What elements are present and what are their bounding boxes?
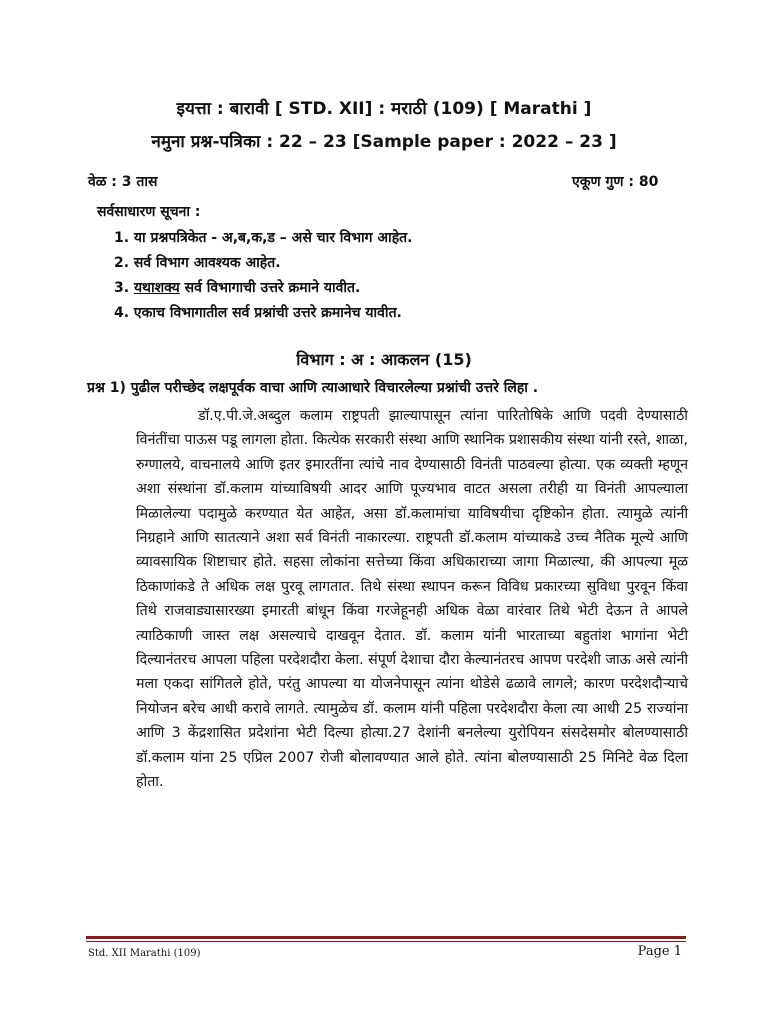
instruction-item-3-underlined: यथाशक्य [133, 280, 180, 296]
page-number: Page 1 [637, 944, 682, 959]
section-heading: विभाग : अ : आकलन (15) [296, 350, 472, 369]
footer-subject: Std. XII Marathi (109) [88, 948, 201, 959]
instruction-item: 1. या प्रश्नपत्रिकेत - अ,ब,क,ड – असे चार विभाग आहेत. [114, 230, 413, 246]
instruction-item-3 [114, 278, 360, 297]
passage [136, 404, 688, 795]
footer-rule [86, 936, 686, 939]
passage-text: डॉ.ए.पी.जे.अब्दुल कलाम राष्ट्रपती झाल्यापासून त्यांना पारितोषिके आणि पदवी देण्यासाठी विनंतींचा पाऊस पडू लागला होता. कित्येक सरकारी संस्था आणि स्थानिक प्रशासकीय संस्था यांनी रस्ते, शाळा, रुग्णालये, वाचनालये आणि इतर इमारतींना त्यांचे नाव देण्यासाठी विनंती पाठवल्या होत्या. एक व्यक्ती म्हणून अशा संस्थांना डॉ.कलाम यांच्याविषयी आदर आणि पूज्यभाव वाटत असला तरीही या विनंती आपल्याला मिळालेल्या पदामुळे करण्यात येत आहेत, असा डॉ.कलामांचा याविषयीचा दृष्टिकोन होता. त्यामुळे त्यांनी निग्रहाने आणि सातत्याने अशा सर्व विनंती नाकारल्या. राष्ट्रपती डॉ.कलाम यांच्याकडे उच्च नैतिक मूल्ये आणि व्यावसायिक शिष्टाचार होते. सहसा लोकांना सत्तेच्या किंवा अधिकाराच्या जागा मिळाल्या, की आपल्या मूळ ठिकाणांकडे ते अधिक लक्ष पुरवू लागतात. तिथे संस्था स्थापन करून विविध प्रकारच्या सुविधा पुरवून किंवा तिथे राजवाड्यासारख्या इमारती बांधून किंवा गरजेहूनही अधिक वेळा वारंवार तिथे भेटी देऊन ते आपले त्याठिकाणी जास्त लक्ष असल्याचे दाखवून देतात. डॉ. कलाम यांनी भारताच्या बहुतांश भागांना भेटी दिल्यानंतरच आपला पहिला परदेशदौरा केला. संपूर्ण देशाचा दौरा केल्यानंतरच आपण परदेशी जाऊ असे त्यांनी मला एकदा सांगितले होते, परंतु आपल्या या योजनेपासून त्यांना थोडेसे ढळावे लागले; कारण परदेशदौऱ्याचे नियोजन बरेच आधी करावे लागते. त्यामुळेच डॉ. कलाम यांनी पहिला परदेशदौरा केला त्या आधी 25 राज्यांना आणि 3 केंद्रशासित प्रदेशांना भेटी दिल्या होत्या.27 देशांनी बनलेल्या युरोपियन संसदेसमोर बोलण्यासाठी डॉ.कलाम यांना 25 एप्रिल 2007 रोजी बोलावण्यात आले होते. त्यांना बोलण्यासाठी 25 मिनिटे वेळ दिला होता. [136, 408, 688, 791]
total-marks: एकूण गुण : 80 [572, 174, 659, 190]
footer-rule-thin [86, 941, 686, 942]
question-1: प्रश्न 1) पुढील परीच्छेद लक्षपूर्वक वाचा आणि त्याआधारे विचारलेल्या प्रश्नांची उत्तरे लिहा . [87, 380, 539, 396]
instruction-item-3-number: 3. [114, 280, 134, 296]
instruction-item: 4. एकाच विभागातील सर्व प्रश्नांची उत्तरे क्रमानेच यावीत. [114, 305, 402, 321]
page-title-std: इयत्ता : बारावी [ STD. XII] : मराठी (109) [ Marathi ] [176, 99, 592, 119]
instruction-item-3-text: सर्व विभागाची उत्तरे क्रमाने यावीत. [184, 280, 361, 296]
instruction-item: 2. सर्व विभाग आवश्यक आहेत. [114, 255, 281, 271]
page-title-sample-paper: नमुना प्रश्न-पत्रिका : 22 – 23 [Sample paper : 2022 – 23 ] [151, 132, 617, 152]
instructions-heading: सर्वसाधारण सूचना : [97, 204, 201, 220]
exam-duration: वेळ : 3 तास [88, 174, 158, 190]
